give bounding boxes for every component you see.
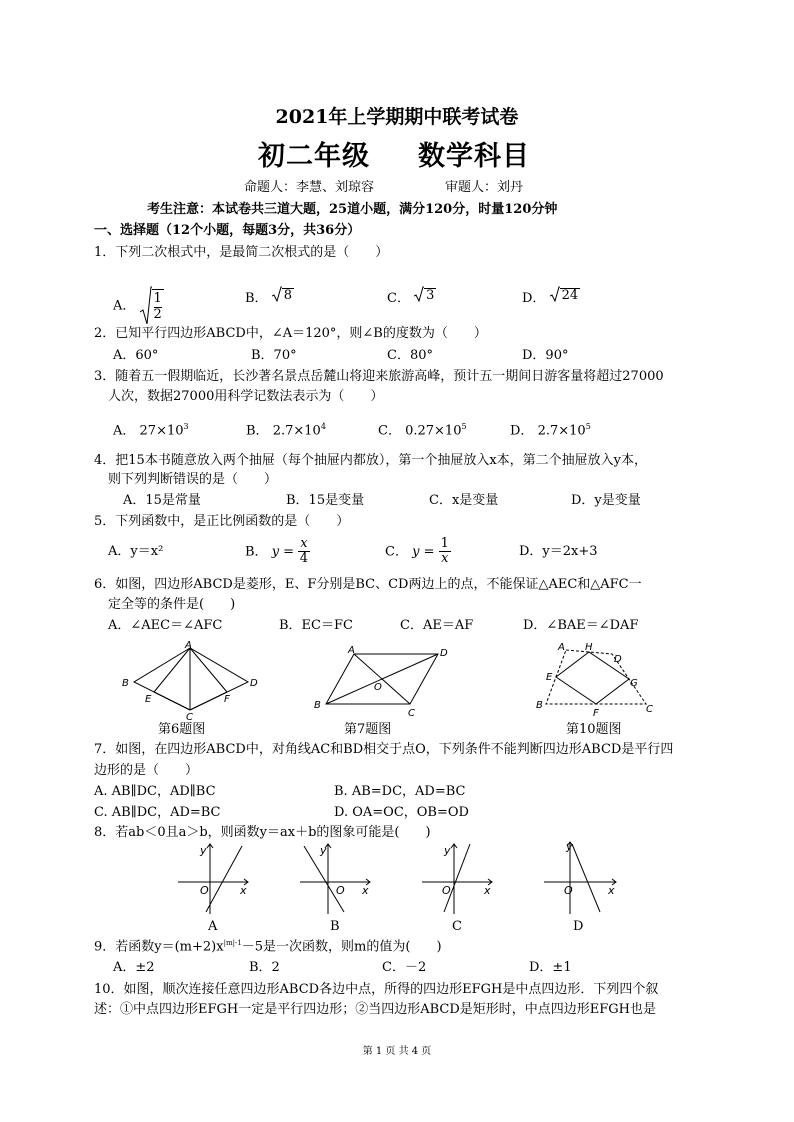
svg-text:O: O	[442, 884, 451, 897]
subject-label: 数学科目	[418, 141, 530, 172]
q4-opt-b: B．15是变量	[286, 493, 365, 508]
q10-stem-line1: 10．如图，顺次连接任意四边形ABCD各边中点，所得的四边形EFGH是中点四边形．下列四个叙	[94, 982, 659, 997]
q8-label-c: C	[452, 919, 462, 934]
q5-opt-b: B． y = $\frac{x}{4}$	[245, 536, 309, 567]
sqrt-icon	[272, 286, 282, 302]
svg-text:y: y	[320, 844, 327, 857]
q1-opt-a: A． 1 2	[113, 286, 164, 326]
q5-opt-d: D．y＝2x+3	[519, 544, 598, 559]
svg-text:H: H	[585, 642, 593, 653]
exam-title: 2021年上学期期中联考试卷	[275, 106, 519, 128]
q5-opt-c: C． y = $\frac{1}{x}$	[385, 536, 449, 567]
q6-opt-a: A．∠AEC＝∠AFC	[108, 618, 223, 633]
q1-opt-b: B． 8	[245, 288, 292, 306]
q6-stem-line1: 6．如图，四边形ABCD是菱形，E、F分别是BC、CD两边上的点，不能保证△AEC和△AFC一	[94, 577, 642, 592]
notice: 考生注意：本试卷共三道大题，25道小题，满分120分，时量120分钟	[147, 202, 558, 217]
q2-opt-b: B．70°	[251, 348, 297, 363]
svg-text:O: O	[374, 682, 382, 693]
q1-stem: 1．下列二次根式中，是最简二次根式的是（ ）	[94, 245, 389, 260]
q8-graph-a	[176, 840, 256, 916]
q3-opt-b: B． $2.7\times 10^4$	[246, 422, 326, 439]
q6-opt-c: C．AE＝AF	[400, 618, 474, 633]
q3-opt-d: D． $2.7\times 10^5$	[510, 422, 591, 439]
svg-text:B: B	[536, 700, 543, 711]
q1-opt-c: C． 3	[387, 288, 435, 306]
q7-opt-a: A. AB∥DC，AD∥BC	[94, 784, 216, 799]
reviewer: 审题人：刘丹	[445, 180, 524, 195]
q3-stem-line2: 人次，数据27000用科学记数法表示为（ ）	[108, 389, 384, 404]
grade-label: 初二年级	[258, 141, 370, 172]
q1-opt-d: D． 24	[522, 288, 579, 306]
svg-text:O: O	[564, 884, 573, 897]
q7-stem-line2: 边形的是（ ）	[94, 763, 199, 778]
svg-text:C: C	[646, 704, 653, 715]
svg-text:G: G	[630, 678, 638, 689]
svg-text:F: F	[224, 694, 230, 705]
q4-opt-d: D．y是变量	[571, 493, 641, 508]
svg-text:C: C	[186, 712, 193, 720]
svg-text:x: x	[362, 884, 369, 897]
svg-text:x: x	[484, 884, 491, 897]
svg-text:E: E	[145, 694, 152, 705]
page-footer: 第 1 页 共 4 页	[362, 1046, 432, 1057]
q8-graph-c	[420, 840, 500, 916]
sqrt-icon	[550, 286, 560, 302]
figure-6-caption: 第6题图	[158, 722, 206, 737]
svg-text:A: A	[558, 642, 565, 653]
svg-text:y: y	[444, 844, 451, 857]
q7-opt-c: C. AB∥DC，AD=BC	[94, 805, 221, 820]
q3-stem-line1: 3．随着五一假期临近，长沙著名景点岳麓山将迎来旅游高峰，预计五一期间日游客量将超过27000	[94, 369, 664, 384]
svg-text:D: D	[440, 648, 448, 659]
q5-stem: 5．下列函数中，是正比例函数的是（ ）	[94, 514, 350, 529]
svg-text:O: O	[336, 884, 345, 897]
svg-text:B: B	[122, 678, 129, 689]
q8-graph-b	[298, 840, 378, 916]
svg-text:x: x	[240, 884, 247, 897]
q6-opt-b: B．EC＝FC	[279, 618, 353, 633]
q4-opt-c: C．x是变量	[429, 493, 499, 508]
q8-stem: 8．若ab＜0且a＞b，则函数y＝ax＋b的图象可能是( )	[94, 825, 431, 840]
svg-text:D: D	[250, 678, 258, 689]
q4-opt-a: A．15是常量	[123, 493, 201, 508]
svg-text:A: A	[348, 645, 355, 656]
q4-stem-line1: 4．把15本书随意放入两个抽屉（每个抽屉内都放），第一个抽屉放入x本，第二个抽屉放入y本，	[94, 453, 647, 468]
svg-text:C: C	[408, 708, 415, 718]
svg-text:y: y	[566, 840, 573, 853]
sqrt-icon	[140, 286, 152, 326]
q9-opt-c: C．－2	[382, 960, 427, 975]
q3-opt-c: C． $0.27\times 10^5$	[378, 422, 467, 439]
q6-stem-line2: 定全等的条件是( )	[108, 597, 236, 612]
figure-10-caption: 第10题图	[566, 722, 622, 737]
q2-stem: 2．已知平行四边形ABCD中，∠A＝120°，则∠B的度数为（ ）	[94, 326, 487, 341]
svg-text:O: O	[200, 884, 209, 897]
figure-7-caption: 第7题图	[344, 722, 392, 737]
q7-stem-line1: 7．如图，在四边形ABCD中，对角线AC和BD相交于点O，下列条件不能判断四边形ABCD是平行四	[94, 742, 674, 757]
q4-stem-line2: 则下列判断错误的是（ ）	[108, 472, 278, 487]
figure-6-rhombus	[118, 640, 268, 720]
authors: 命题人：李慧、刘琼容	[244, 180, 375, 195]
q7-opt-b: B. AB=DC，AD=BC	[334, 784, 466, 799]
svg-text:E: E	[546, 672, 553, 683]
q5-opt-a: A．y＝x²	[108, 544, 164, 559]
svg-text:B: B	[314, 700, 321, 711]
figure-10-quadrilateral	[534, 640, 658, 720]
q2-opt-d: D．90°	[522, 348, 569, 363]
q3-opt-a: A． $27\times 10^3$	[113, 422, 189, 439]
svg-text:A: A	[185, 640, 192, 651]
q10-stem-line2: 述：①中点四边形EFGH一定是平行四边形；②当四边形ABCD是矩形时，中点四边形EFGH也是	[94, 1002, 657, 1017]
q6-opt-d: D．∠BAE＝∠DAF	[523, 618, 639, 633]
q8-label-d: D	[573, 919, 584, 934]
figure-7-parallelogram	[310, 642, 460, 718]
q8-label-a: A	[208, 919, 218, 934]
svg-text:F: F	[593, 708, 599, 719]
sqrt-icon	[414, 286, 424, 302]
q2-opt-a: A．60°	[113, 348, 159, 363]
svg-text:x: x	[608, 884, 615, 897]
svg-text:D: D	[614, 654, 622, 665]
q9-opt-a: A．±2	[113, 960, 155, 975]
q7-opt-d: D. OA=OC，OB=OD	[334, 805, 469, 820]
q9-stem: 9．若函数$y=(m+2)x^{|m|-1}-5$是一次函数，则m的值为( )	[94, 939, 442, 955]
svg-text:y: y	[200, 844, 207, 857]
q2-opt-c: C．80°	[387, 348, 433, 363]
q9-opt-b: B．2	[249, 960, 280, 975]
section-heading: 一、选择题（12个小题，每题3分，共36分）	[94, 223, 361, 238]
q8-graph-d	[540, 838, 624, 916]
q9-opt-d: D．±1	[529, 960, 572, 975]
q8-label-b: B	[330, 919, 340, 934]
